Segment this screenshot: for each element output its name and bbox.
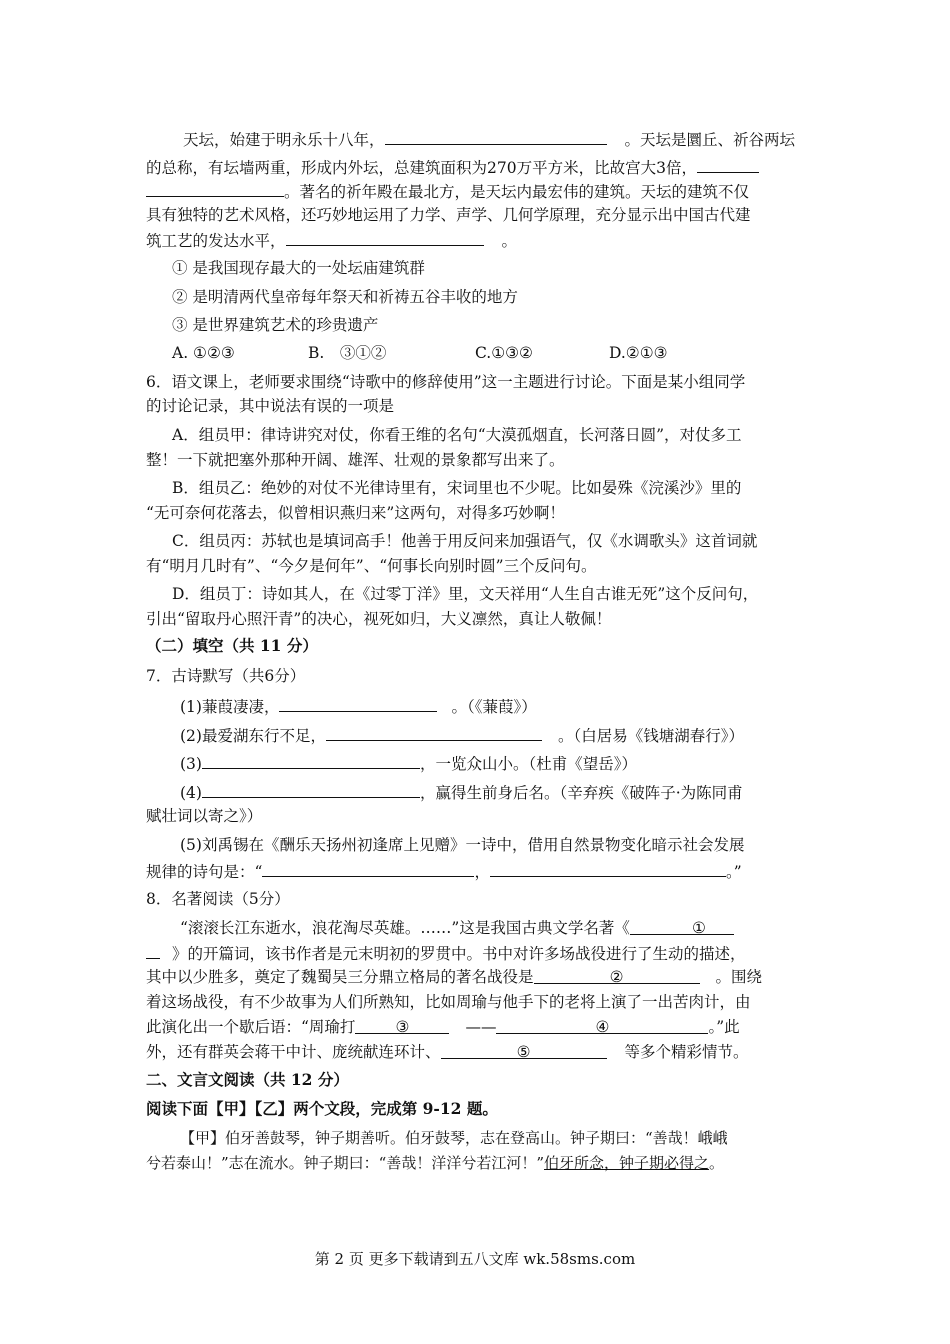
blank-q5-2b[interactable] <box>146 180 284 197</box>
blank-q8-1-cont[interactable] <box>146 942 160 959</box>
q6-option-a-2: 整！一下就把塞外那种开阔、雄浑、壮观的景象都写出来了。 <box>146 451 565 469</box>
blank-q8-2[interactable]: ② <box>534 967 700 984</box>
section-classical-chinese-heading: 二、文言文阅读（共 12 分） <box>146 1070 349 1089</box>
q8-title: 8．名著阅读（5分） <box>146 890 290 908</box>
q8-line-4: 着这场战役，有不少故事为人们所熟知，比如周瑜与他手下的老将上演了一出苦肉计，由 <box>146 993 751 1011</box>
underlined-sentence: 伯牙所念，钟子期必得之 <box>544 1154 710 1172</box>
q8-line-5: 此演化出一个歇后语：“周瑜打 ③ —— ④ 。”此 <box>146 1018 740 1036</box>
q5-line-1: 天坛，始建于明永乐十八年， 。天坛是圜丘、祈谷两坛 <box>183 128 795 150</box>
q5-choice-b[interactable]: B. ③①② <box>308 344 387 362</box>
q8-line-2: 》的开篇词，该书作者是元末明初的罗贯中。书中对许多场战役进行了生动的描述， <box>146 942 746 964</box>
q5-choice-d[interactable]: D.②①③ <box>609 344 668 362</box>
q6-option-b-2: “无可奈何花落去，似曾相识燕归来”这两句，对得多巧妙啊！ <box>146 504 565 522</box>
blank-q8-4[interactable]: ④ <box>496 1017 708 1034</box>
q5-line-2: 的总称，有坛墙两重，形成内外坛，总建筑面积为270万平方米，比故宫大3倍， <box>146 156 759 178</box>
page-footer: 第 2 页 更多下载请到五八文库 wk.58sms.com <box>314 1250 636 1268</box>
q7-item-1: (1)蒹葭凄凄， 。（《蒹葭》） <box>180 695 537 717</box>
q6-option-c-1[interactable]: C．组员丙：苏轼也是填词高手！他善于用反问来加强语气，仅《水调歌头》这首词就 <box>172 532 758 550</box>
section-fill-in-heading: （二）填空（共 11 分） <box>146 636 318 655</box>
q7-item-2: (2)最爱湖东行不足， 。（白居易《钱塘湖春行》） <box>180 724 744 746</box>
q6-option-d-1[interactable]: D．组员丁：诗如其人，在《过零丁洋》里，文天祥用“人生自古谁无死”这个反问句， <box>172 585 759 603</box>
q8-line-3: 其中以少胜多，奠定了魏蜀吴三分鼎立格局的著名战役是 ② 。围绕 <box>146 968 763 986</box>
q7-title: 7．古诗默写（共6分） <box>146 667 306 685</box>
q6-stem-2: 的讨论记录，其中说法有误的一项是 <box>146 397 395 415</box>
q5-option-1: ① 是我国现存最大的一处坛庙建筑群 <box>172 259 425 277</box>
blank-q8-5[interactable]: ⑤ <box>441 1042 607 1059</box>
blank-q5-1[interactable] <box>385 128 607 145</box>
blank-q7-2[interactable] <box>326 724 542 741</box>
blank-q7-3[interactable] <box>202 752 420 769</box>
passage-jia-line-1: 【甲】伯牙善鼓琴，钟子期善听。伯牙鼓琴，志在登高山。钟子期曰：“善哉！峨峨 <box>180 1129 728 1147</box>
q7-item-3: (3) ，一览众山小。（杜甫《望岳》） <box>180 752 637 774</box>
q6-option-a-1[interactable]: A．组员甲：律诗讲究对仗，你看王维的名句“大漠孤烟直，长河落日圆”，对仗多工 <box>172 426 742 444</box>
blank-q5-2a[interactable] <box>697 156 759 173</box>
blank-q7-1[interactable] <box>279 695 437 712</box>
blank-q7-4[interactable] <box>202 781 420 798</box>
q7-item-4: (4) ，赢得生前身后名。（辛弃疾《破阵子·为陈同甫 <box>180 781 743 803</box>
q8-line-6: 外，还有群英会蒋干中计、庞统献连环计、 ⑤ 等多个精彩情节。 <box>146 1043 749 1061</box>
blank-q7-5b[interactable] <box>490 860 726 877</box>
q7-item-4-cont: 赋壮词以寄之》） <box>146 807 263 825</box>
q5-option-3: ③ 是世界建筑艺术的珍贵遗产 <box>172 316 379 334</box>
q7-item-5-cont: 规律的诗句是：“ ， 。” <box>146 860 742 882</box>
q5-line-5: 筑工艺的发达水平， 。 <box>146 229 517 251</box>
reading-instruction: 阅读下面【甲】【乙】两个文段，完成第 9-12 题。 <box>146 1099 498 1118</box>
q5-option-2: ② 是明清两代皇帝每年祭天和祈祷五谷丰收的地方 <box>172 288 518 306</box>
q5-choice-c[interactable]: C.①③② <box>475 344 533 362</box>
q5-line-3: 。著名的祈年殿在最北方，是天坛内最宏伟的建筑。天坛的建筑不仅 <box>146 180 749 202</box>
q6-stem-1: 6．语文课上，老师要求围绕“诗歌中的修辞使用”这一主题进行讨论。下面是某小组同学 <box>146 373 746 391</box>
blank-q5-3[interactable] <box>286 229 484 246</box>
q8-line-1: “滚滚长江东逝水，浪花淘尽英雄。……”这是我国古典文学名著《 ① <box>180 918 734 938</box>
blank-q7-5a[interactable] <box>262 860 474 877</box>
q6-option-b-1[interactable]: B．组员乙：绝妙的对仗不光律诗里有，宋词里也不少呢。比如晏殊《浣溪沙》里的 <box>172 479 742 497</box>
q5-choice-a[interactable]: A. ①②③ <box>172 344 235 362</box>
passage-jia-line-2: 兮若泰山！”志在流水。钟子期曰：“善哉！洋洋兮若江河！”伯牙所念，钟子期必得之。 <box>146 1154 725 1172</box>
q6-option-c-2: 有“明月几时有”、“今夕是何年”、“何事长向别时圆”三个反问句。 <box>146 557 597 575</box>
q5-line-4: 具有独特的艺术风格，还巧妙地运用了力学、声学、几何学原理，充分显示出中国古代建 <box>146 206 751 224</box>
blank-q8-3[interactable]: ③ <box>355 1017 449 1034</box>
blank-q8-1[interactable]: ① <box>630 918 734 935</box>
q7-item-5: (5)刘禹锡在《酬乐天扬州初逢席上见赠》一诗中，借用自然景物变化暗示社会发展 <box>180 836 745 854</box>
q6-option-d-2: 引出“留取丹心照汗青”的决心，视死如归，大义凛然，真让人敬佩！ <box>146 610 612 628</box>
